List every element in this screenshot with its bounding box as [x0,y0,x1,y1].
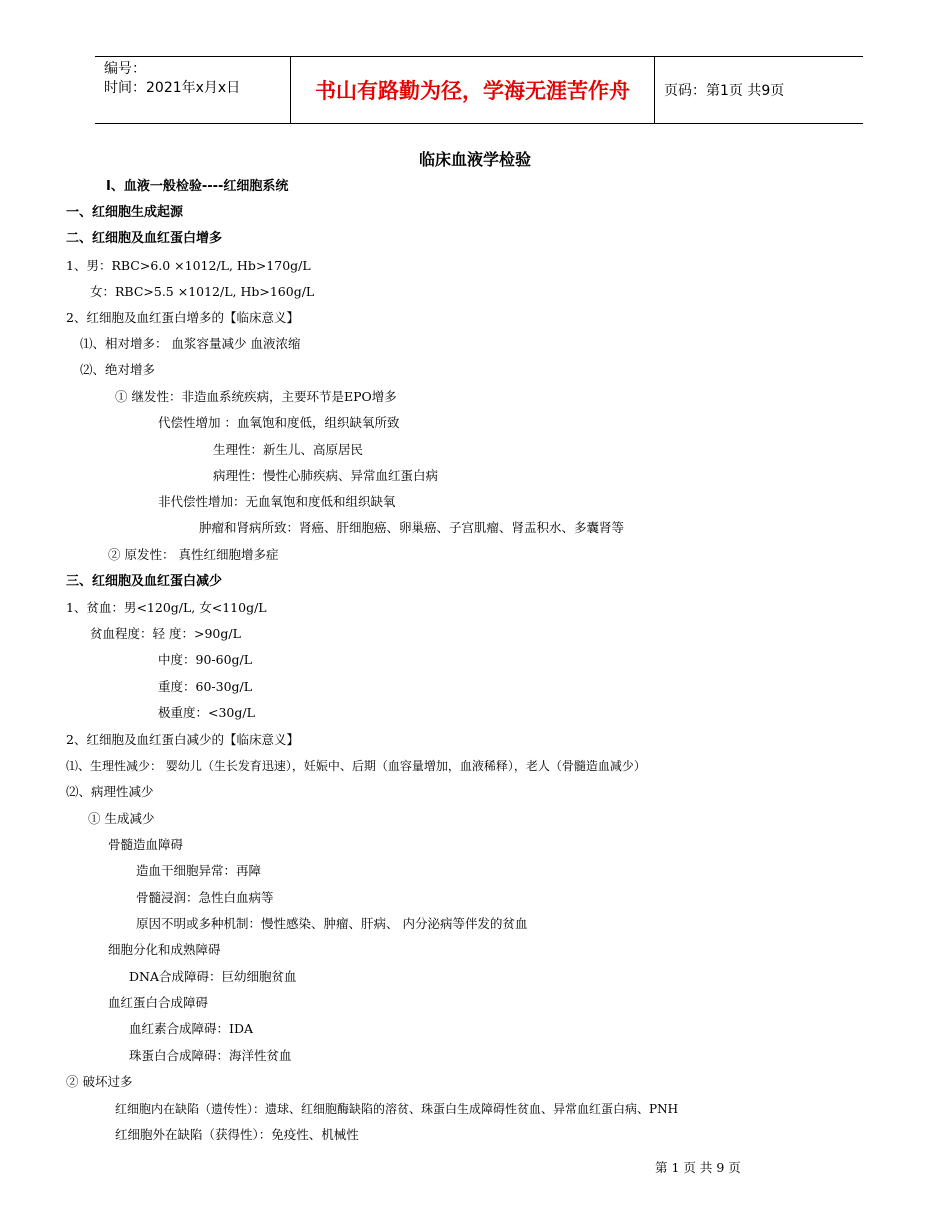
text-line: 珠蛋白合成障碍：海洋性贫血 [129,1048,292,1063]
text-line: 代偿性增加 ：血氧饱和度低，组织缺氧所致 [158,415,400,430]
text-line: ⑴、生理性减少： 婴幼儿（生长发育迅速），妊娠中、后期（血容量增加，血液稀释），老人（骨髓造血减少） [66,759,646,773]
text-line: ⑵、病理性减少 [66,784,154,799]
text-line: 2、红细胞及血红蛋白减少的【临床意义】 [66,732,299,747]
text-line: ① 生成减少 [88,811,155,826]
text-line: ⑵、绝对增多 [80,362,156,377]
text-line: 血红素合成障碍：IDA [129,1021,253,1036]
text-line: 红细胞内在缺陷（遗传性）：遗球、红细胞酶缺陷的溶贫、珠蛋白生成障碍性贫血、异常血红蛋白病、PNH [115,1102,679,1116]
text-line: 贫血程度：轻 度：>90g/L [90,626,241,641]
section-heading: 一、红细胞生成起源 [66,205,184,220]
text-line: 原因不明或多种机制：慢性感染、肿瘤、肝病、 内分泌病等伴发的贫血 [136,916,528,931]
text-line: 2、红细胞及血红蛋白增多的【临床意义】 [66,310,299,325]
text-line: 生理性：新生儿、高原居民 [213,442,364,457]
text-line: 极重度：<30g/L [158,705,255,720]
text-line: 血红蛋白合成障碍 [108,995,209,1010]
header-motto: 书山有路勤为径，学海无涯苦作舟 [291,57,655,123]
text-line: 骨髓造血障碍 [108,837,184,852]
text-line: 肿瘤和肾病所致：肾癌、肝细胞癌、卵巢癌、子宫肌瘤、肾盂积水、多囊肾等 [199,520,625,535]
section-heading: 二、红细胞及血红蛋白增多 [66,231,223,246]
text-line: 骨髓浸润：急性白血病等 [136,890,274,905]
text-line: 重度：60-30g/L [158,679,253,694]
text-line: 中度：90-60g/L [158,652,253,667]
text-line: ⑴、相对增多： 血浆容量减少 血液浓缩 [80,336,301,351]
header-info-cell [95,57,291,123]
text-line: 1、贫血：男<120g/L, 女<110g/L [66,600,267,615]
page-footer: 第 1 页 共 9 页 [655,1160,741,1175]
text-line: ② 破坏过多 [66,1074,133,1089]
text-line: 造血干细胞异常：再障 [136,863,262,878]
text-line: 女：RBC>5.5 ×1012/L, Hb>160g/L [90,284,315,299]
section-heading: 三、红细胞及血红蛋白减少 [66,574,223,589]
text-line: ② 原发性： 真性红细胞增多症 [108,547,279,562]
section-heading: Ⅰ、血液一般检验----红细胞系统 [106,179,289,194]
text-line: 细胞分化和成熟障碍 [108,942,221,957]
number-label: 编号： [104,61,146,77]
text-line: 病理性：慢性心肺疾病、异常血红蛋白病 [213,468,439,483]
document-title: 临床血液学检验 [418,150,531,169]
text-line: 红细胞外在缺陷（获得性）：免疫性、机械性 [115,1127,359,1142]
text-line: 1、男：RBC>6.0 ×1012/L, Hb>170g/L [66,258,311,273]
text-line: ① 继发性：非造血系统疾病，主要环节是EPO增多 [115,389,397,404]
time-label: 时间：2021年x月x日 [104,80,241,96]
header-page-code: 页码：第1页 共9页 [664,83,785,99]
text-line: DNA合成障碍：巨幼细胞贫血 [129,969,297,984]
page-header [95,56,863,124]
text-line: 非代偿性增加：无血氧饱和度低和组织缺氧 [158,494,396,509]
